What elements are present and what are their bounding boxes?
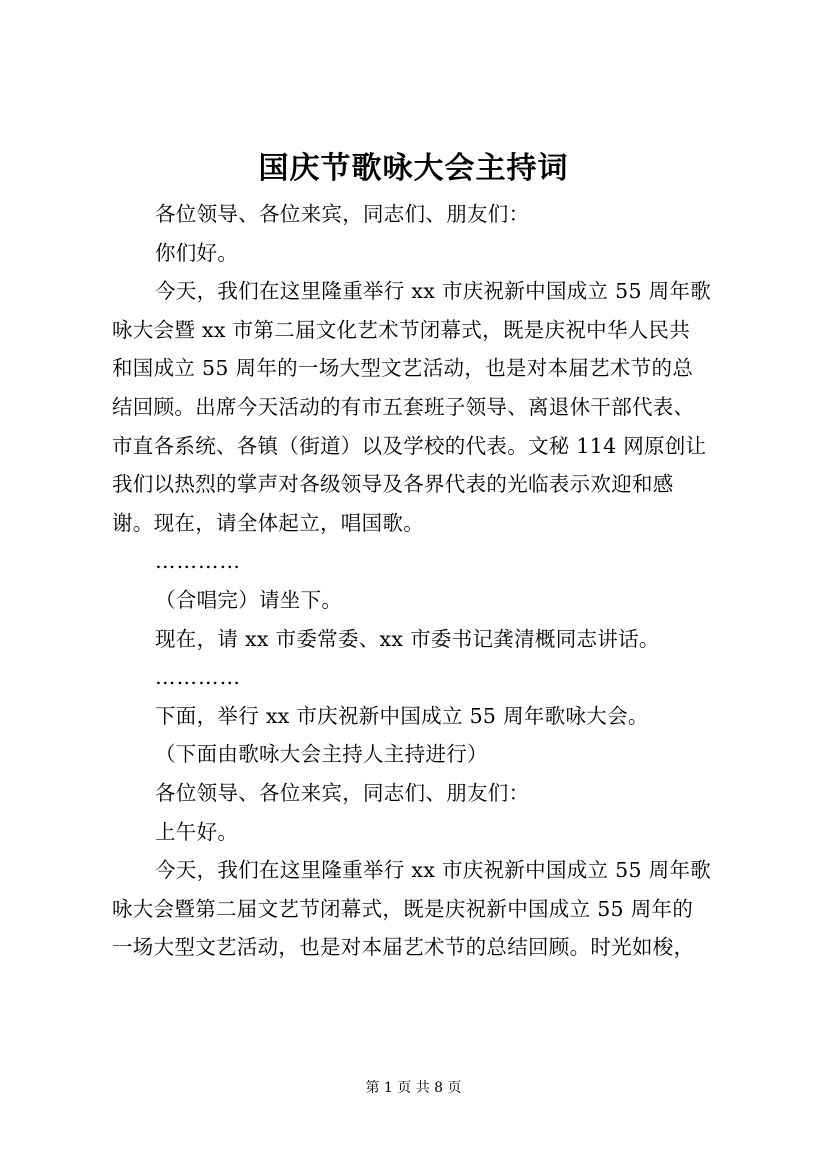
paragraph-line: 今天，我们在这里隆重举行 xx 市庆祝新中国成立 55 周年歌 [155,858,712,883]
paragraph-line: 结回顾。出席今天活动的有市五套班子领导、离退休干部代表、 [112,394,695,419]
paragraph-line: 现在，请 xx 市委常委、xx 市委书记龚清概同志讲话。 [155,626,660,651]
paragraph-line: 谢。现在，请全体起立，唱国歌。 [112,510,424,535]
paragraph-line: 你们好。 [155,240,239,265]
paragraph-line: 市直各系统、各镇（街道）以及学校的代表。文秘 114 网原创让 [112,433,707,458]
paragraph-line: 一场大型文艺活动，也是对本届艺术节的总结回顾。时光如梭， [112,935,695,960]
paragraph-line: （合唱完）请坐下。 [155,587,343,612]
document-body [112,195,734,967]
paragraph-line: 我们以热烈的掌声对各级领导及各界代表的光临表示欢迎和感 [112,472,674,497]
paragraph-line: 各位领导、各位来宾，同志们、朋友们： [155,202,530,226]
paragraph-line: 咏大会暨第二届文艺节闭幕式，既是庆祝新中国成立 55 周年的 [112,896,694,921]
paragraph-line: （下面由歌咏大会主持人主持进行） [155,742,488,767]
ellipsis-line: ………… [155,549,241,574]
ellipsis-line: ………… [155,665,241,690]
paragraph-line: 上午好。 [155,819,239,844]
paragraph-line: 咏大会暨 xx 市第二届文化艺术节闭幕式，既是庆祝中华人民共 [112,317,691,342]
paragraph-line: 各位领导、各位来宾，同志们、朋友们： [155,780,530,805]
paragraph-line: 下面，举行 xx 市庆祝新中国成立 55 周年歌咏大会。 [155,703,649,728]
document-title: 国庆节歌咏大会主持词 [258,151,569,186]
page-number-footer: 第 1 页 共 8 页 [365,1080,462,1096]
paragraph-line: 和国成立 55 周年的一场大型文艺活动，也是对本届艺术节的总 [112,356,694,381]
paragraph-line: 今天，我们在这里隆重举行 xx 市庆祝新中国成立 55 周年歌 [155,279,712,304]
